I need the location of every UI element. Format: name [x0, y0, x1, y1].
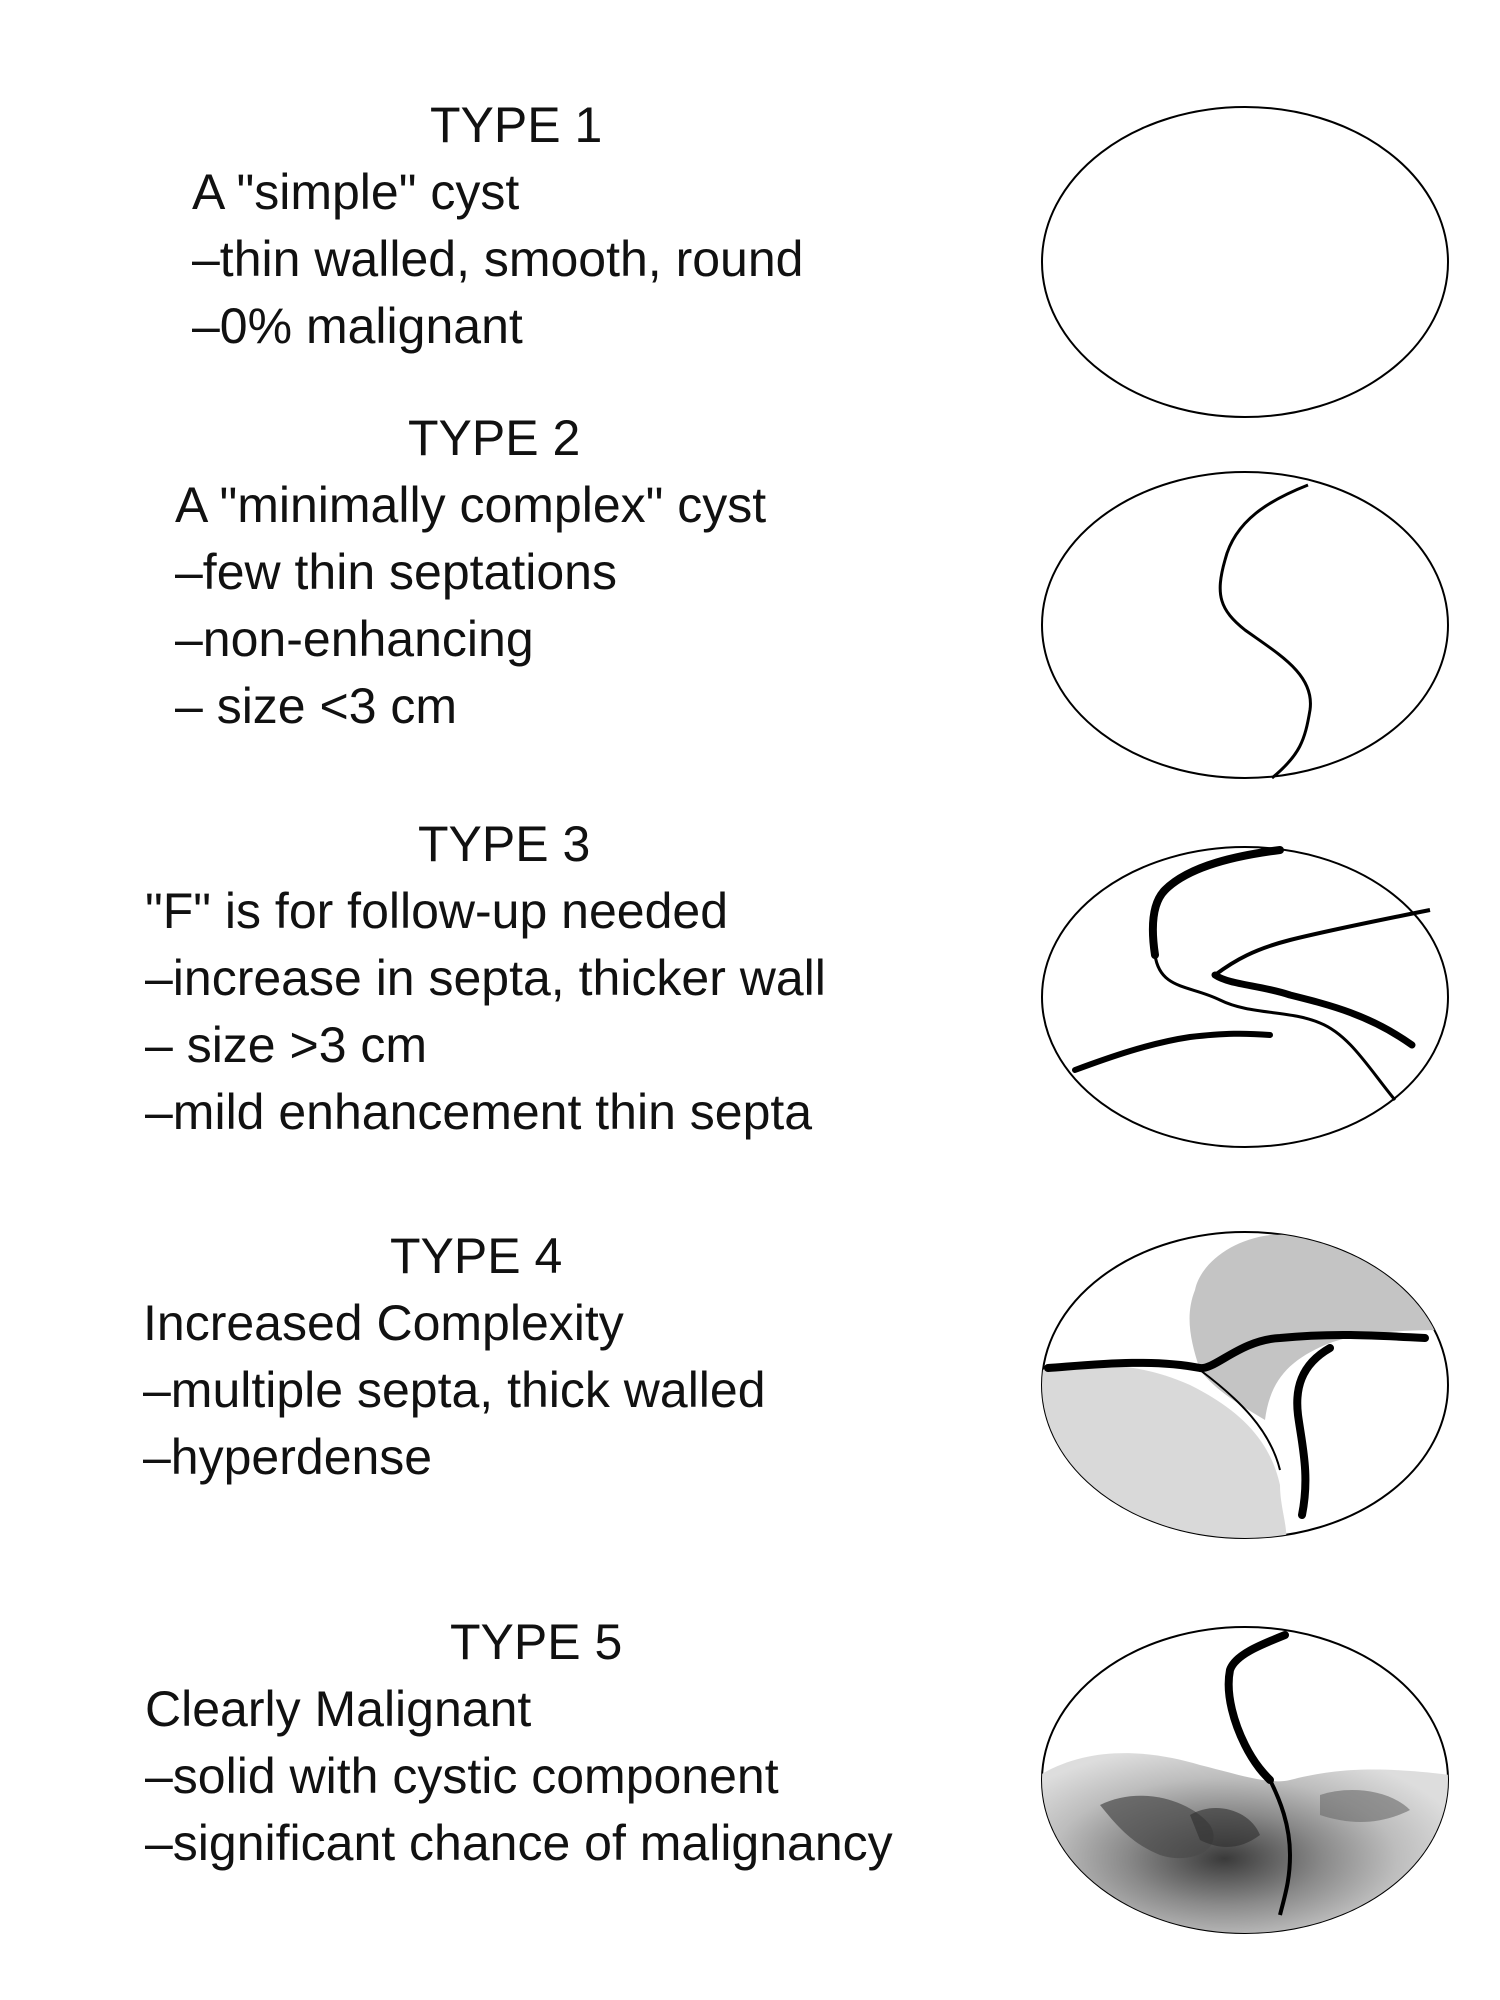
- type-3-line-1: "F" is for follow-up needed: [145, 883, 729, 939]
- simple-cyst-icon: [1040, 105, 1450, 420]
- type-3-title: TYPE 3: [418, 816, 591, 872]
- type-2-line-4: – size <3 cm: [175, 678, 458, 734]
- type-1-line-2: –thin walled, smooth, round: [192, 231, 804, 287]
- type-1-line-3: –0% malignant: [192, 298, 523, 354]
- type-4-title: TYPE 4: [390, 1228, 563, 1284]
- type-3-line-4: –mild enhancement thin septa: [145, 1084, 813, 1140]
- type-3-line-3: – size >3 cm: [145, 1017, 428, 1073]
- type-2-title: TYPE 2: [408, 410, 581, 466]
- type-4-line-3: –hyperdense: [143, 1429, 433, 1485]
- type-3-line-2: –increase in septa, thicker wall: [145, 950, 826, 1006]
- type-1-line-1: A "simple" cyst: [192, 164, 520, 220]
- complex-cyst-icon: [1040, 1230, 1450, 1540]
- type-2-line-3: –non-enhancing: [175, 611, 534, 667]
- type-5-line-1: Clearly Malignant: [145, 1681, 532, 1737]
- type-5-line-2: –solid with cystic component: [145, 1748, 779, 1804]
- type-2-line-2: –few thin septations: [175, 544, 617, 600]
- type-5-line-3: –significant chance of malignancy: [145, 1815, 893, 1871]
- type-4-line-2: –multiple septa, thick walled: [143, 1362, 766, 1418]
- follow-up-cyst-icon: [1040, 845, 1450, 1150]
- type-2-line-1: A "minimally complex" cyst: [175, 477, 767, 533]
- type-5-title: TYPE 5: [450, 1614, 623, 1670]
- malignant-cyst-icon: [1040, 1625, 1450, 1935]
- minimally-complex-cyst-icon: [1040, 470, 1450, 780]
- type-1-title: TYPE 1: [430, 97, 603, 153]
- type-4-line-1: Increased Complexity: [143, 1295, 624, 1351]
